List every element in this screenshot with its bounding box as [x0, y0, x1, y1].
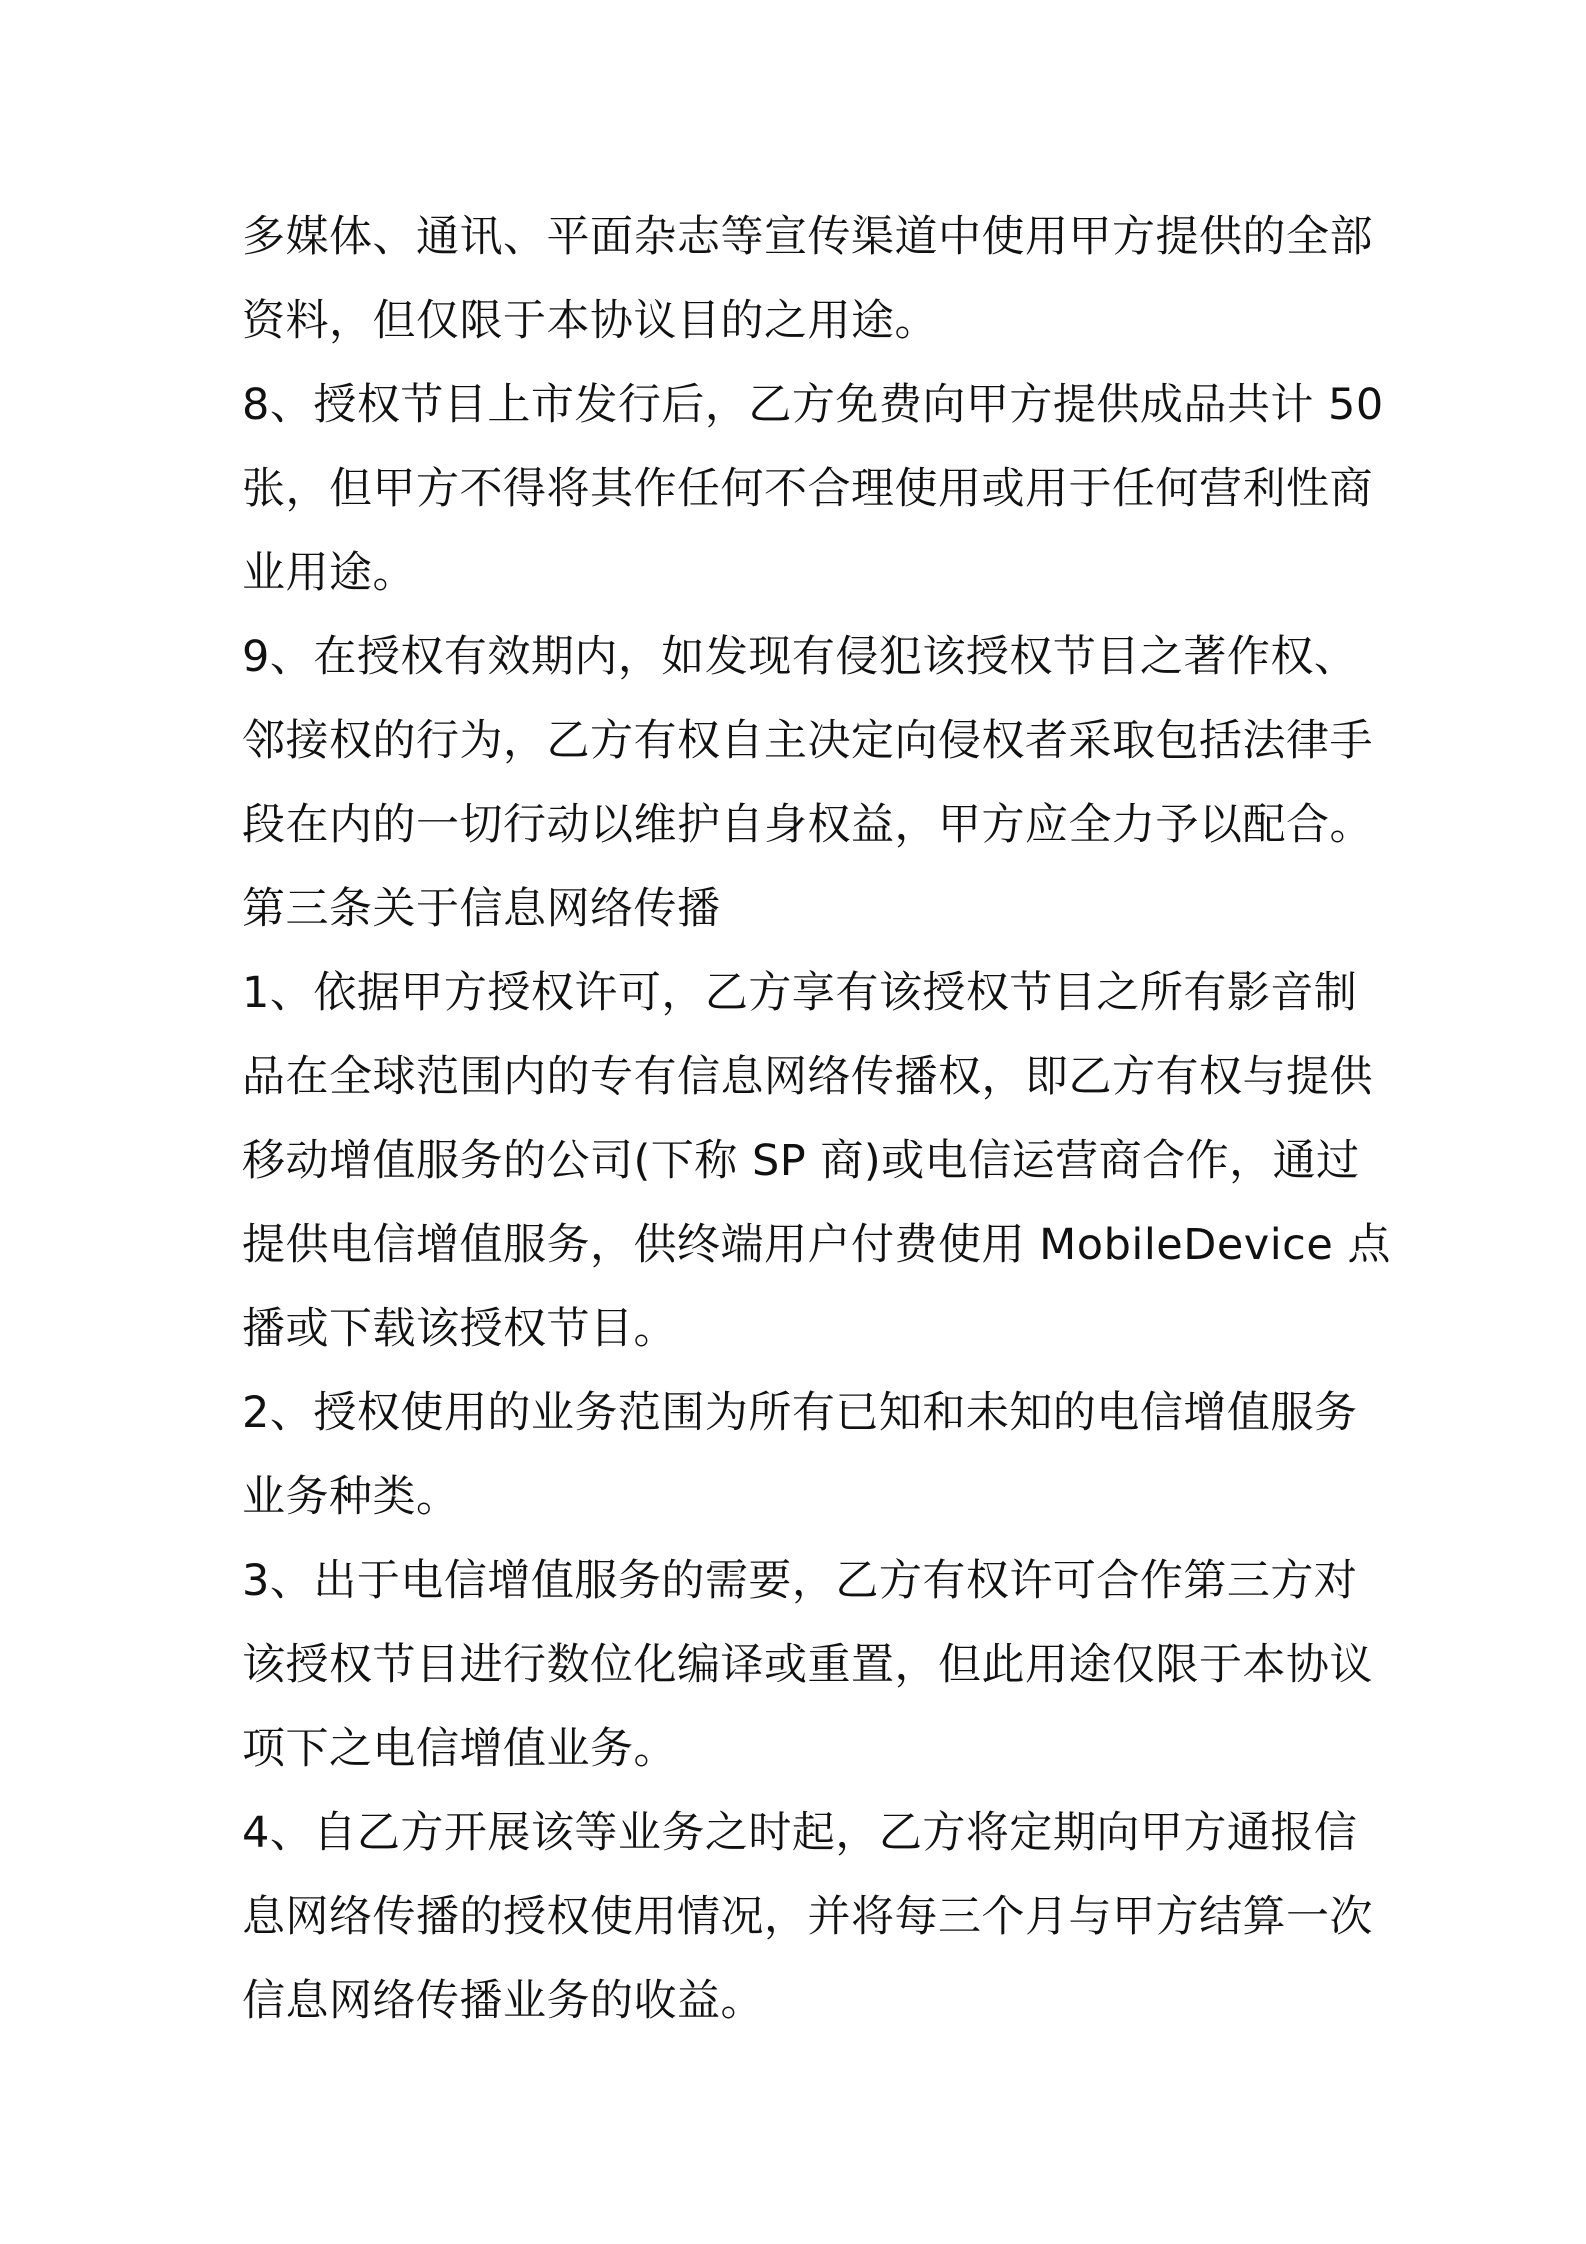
text-line: 业务种类。 [242, 1472, 460, 1522]
text-line: 段在内的一切行动以维护自身权益，甲方应全力予以配合。 [242, 800, 1373, 850]
text-line: 信息网络传播业务的收益。 [242, 1976, 764, 2026]
text-line: 品在全球范围内的专有信息网络传播权，即乙方有权与提供 [242, 1052, 1373, 1102]
text-line: 提供电信增值服务，供终端用户付费使用 MobileDevice 点 [242, 1220, 1391, 1270]
text-line: 2、授权使用的业务范围为所有已知和未知的电信增值服务 [242, 1388, 1358, 1438]
text-line: 张，但甲方不得将其作任何不合理使用或用于任何营利性商 [242, 464, 1373, 514]
text-line: 资料，但仅限于本协议目的之用途。 [242, 296, 938, 346]
text-line: 3、出于电信增值服务的需要，乙方有权许可合作第三方对 [242, 1556, 1358, 1606]
text-line: 该授权节目进行数位化编译或重置，但此用途仅限于本协议 [242, 1640, 1373, 1690]
text-line: 9、在授权有效期内，如发现有侵犯该授权节目之著作权、 [242, 632, 1358, 682]
text-line: 项下之电信增值业务。 [242, 1724, 677, 1774]
text-line: 1、依据甲方授权许可，乙方享有该授权节目之所有影音制 [242, 968, 1358, 1018]
text-line: 4、自乙方开展该等业务之时起，乙方将定期向甲方通报信 [242, 1808, 1358, 1858]
text-line: 8、授权节目上市发行后，乙方免费向甲方提供成品共计 50 [242, 380, 1384, 430]
text-line: 息网络传播的授权使用情况，并将每三个月与甲方结算一次 [242, 1892, 1373, 1942]
text-line: 移动增值服务的公司(下称 SP 商)或电信运营商合作，通过 [242, 1136, 1360, 1186]
section-heading: 第三条关于信息网络传播 [242, 884, 721, 934]
text-line: 邻接权的行为，乙方有权自主决定向侵权者采取包括法律手 [242, 716, 1373, 766]
text-line: 业用途。 [242, 548, 416, 598]
text-line: 多媒体、通讯、平面杂志等宣传渠道中使用甲方提供的全部 [242, 212, 1373, 262]
document-body [242, 195, 1391, 2043]
text-line: 播或下载该授权节目。 [242, 1304, 677, 1354]
